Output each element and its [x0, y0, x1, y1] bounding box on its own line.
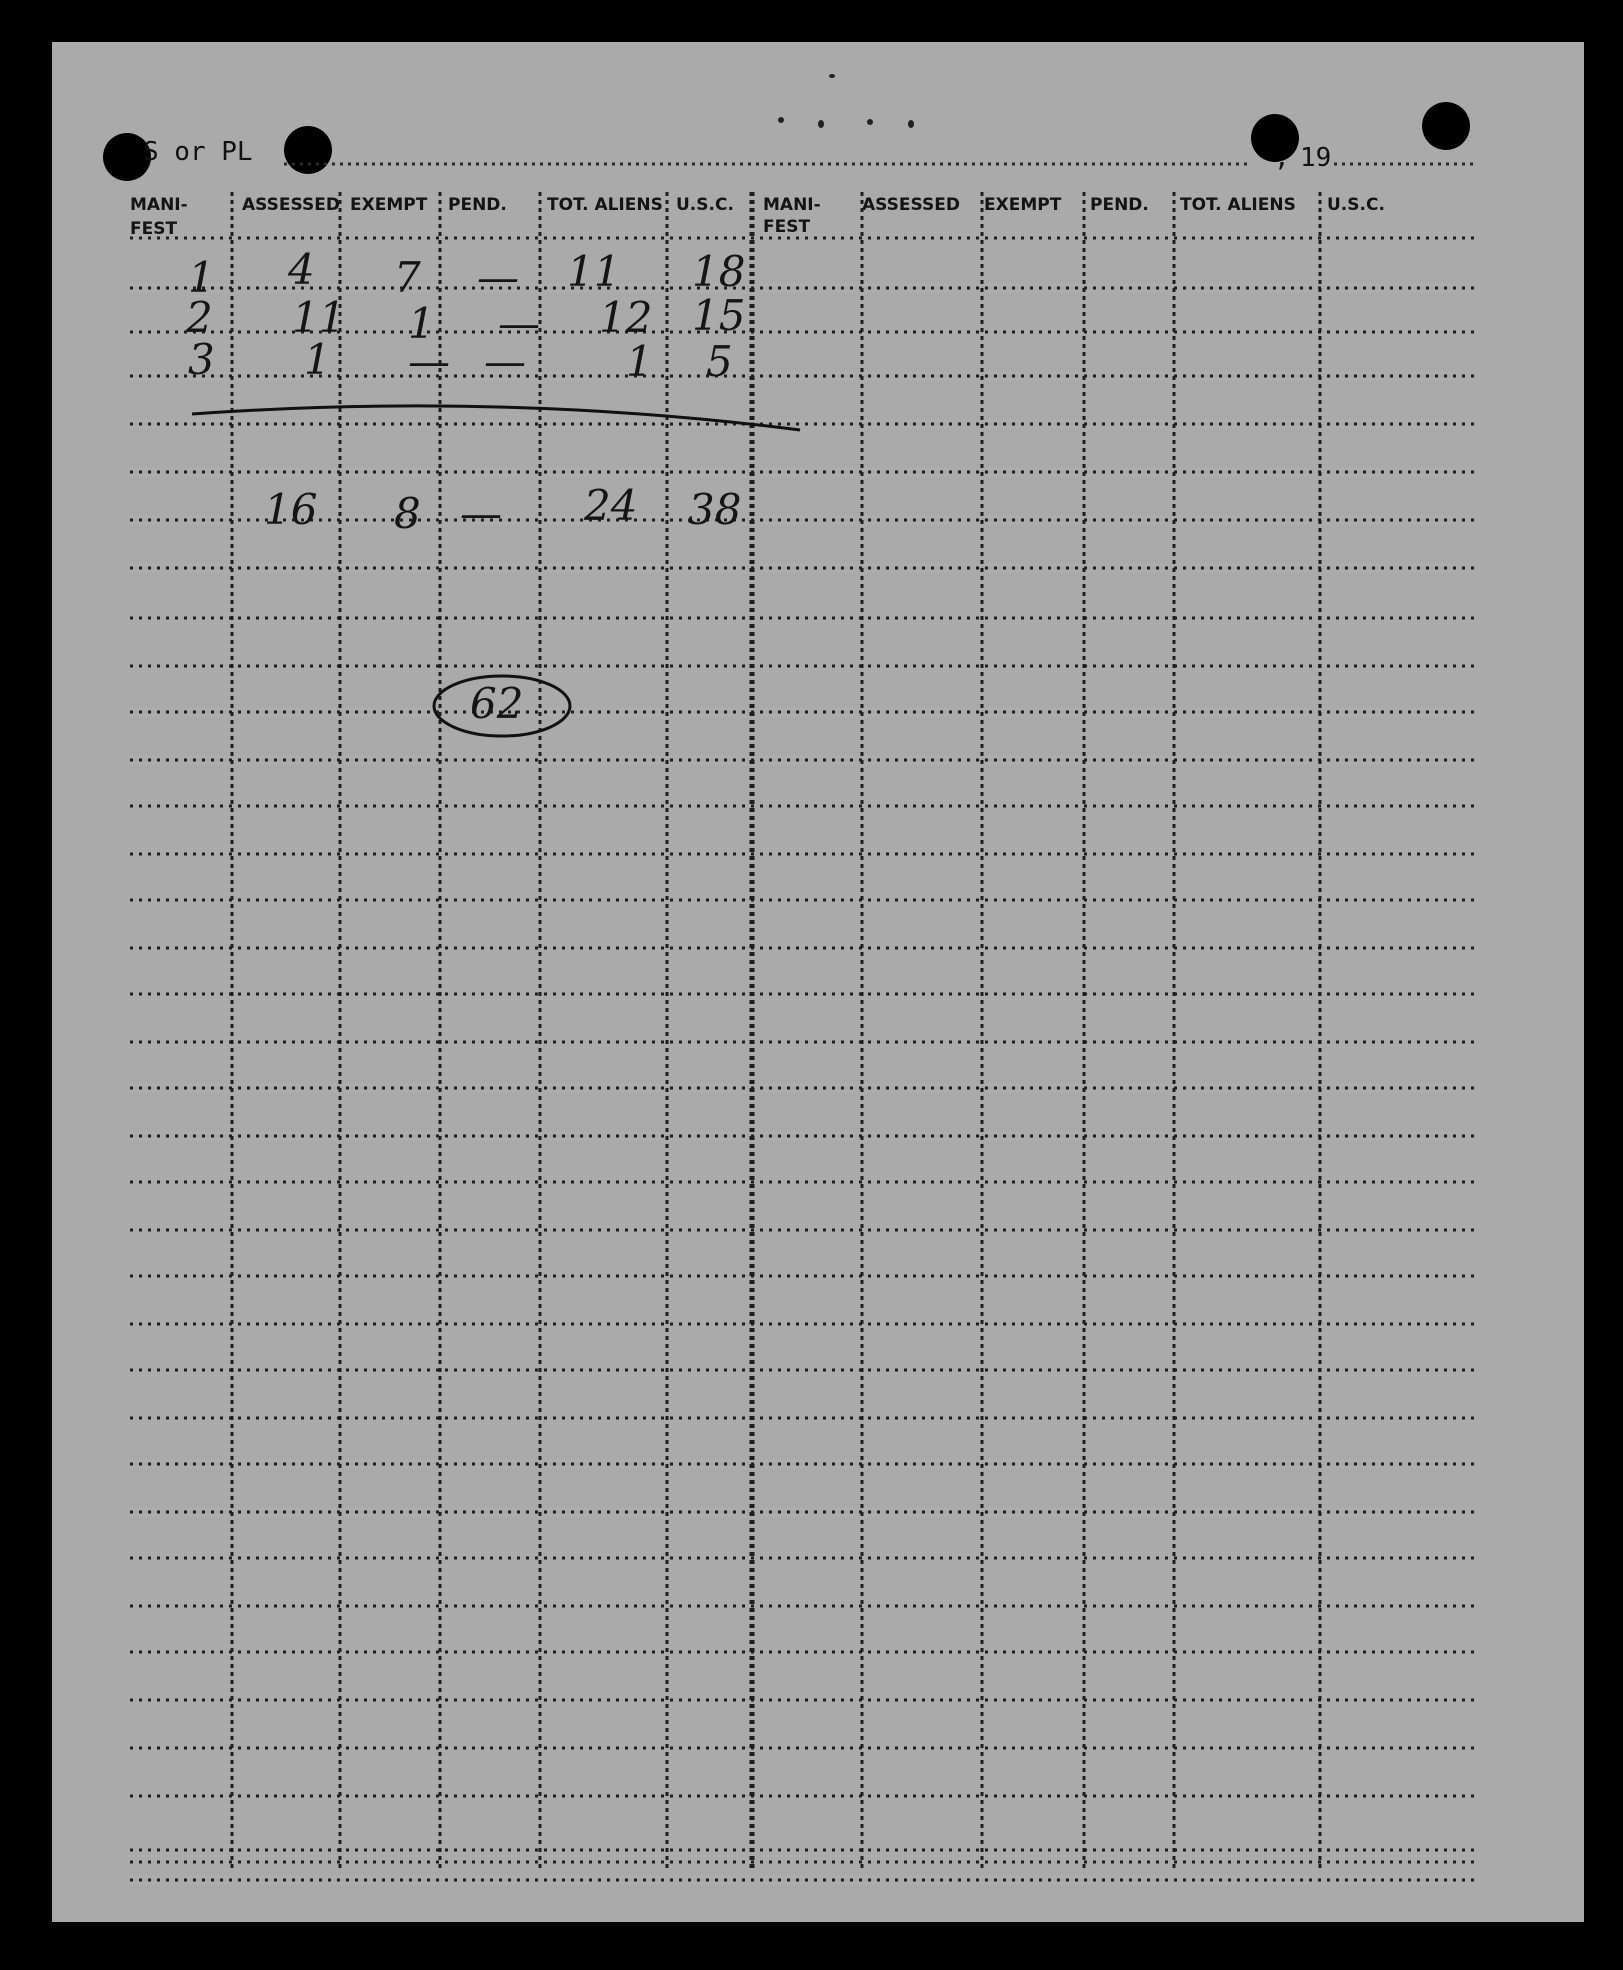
grand-total: 62 [470, 679, 524, 728]
col-right-usc: U.S.C. [1327, 195, 1385, 215]
total-pend: — [460, 489, 502, 538]
entry-1-tot-aliens: 11 [567, 247, 621, 296]
col-left-pend: PEND. [448, 195, 507, 215]
entry-row-1 [188, 245, 745, 302]
column-headers-right [763, 195, 1385, 237]
total-assessed: 16 [264, 485, 318, 534]
form-drawing [52, 42, 1584, 1922]
entry-3-tot-aliens: 1 [626, 337, 653, 386]
header-comma: , [1274, 143, 1290, 173]
col-left-usc: U.S.C. [676, 195, 734, 215]
col-left-assessed: ASSESSED [242, 195, 340, 215]
entry-2-exempt: 1 [408, 299, 435, 348]
col-right-pend: PEND. [1090, 195, 1149, 215]
entry-3-exempt: — [408, 337, 450, 386]
entry-1-manifest: 1 [188, 253, 215, 302]
punch-hole-left-inner [284, 126, 332, 174]
dotted-column-lines [232, 192, 1320, 1872]
entry-3-pend: — [484, 337, 526, 386]
entry-2-usc: 15 [692, 291, 746, 340]
entry-3-usc: 5 [706, 337, 733, 386]
dotted-row-lines [130, 238, 1476, 1880]
entry-1-assessed: 4 [288, 245, 315, 294]
scan-specks [778, 74, 914, 128]
total-tot-aliens: 24 [584, 481, 638, 530]
handwritten-underline [192, 406, 800, 430]
col-left-tot-aliens: TOT. ALIENS [547, 195, 663, 215]
entry-2-tot-aliens: 12 [599, 293, 653, 342]
col-right-tot-aliens: TOT. ALIENS [1180, 195, 1296, 215]
header-left-label: S or PL [143, 137, 253, 167]
total-exempt: 8 [394, 489, 421, 538]
entry-1-usc: 18 [692, 247, 746, 296]
entry-1-exempt: 7 [394, 253, 421, 302]
total-usc: 38 [688, 485, 742, 534]
entry-1-pend: — [477, 253, 519, 302]
entry-2-manifest: 2 [186, 293, 213, 342]
entry-3-manifest: 3 [188, 335, 215, 384]
totals-row [264, 481, 741, 538]
column-headers-left [130, 195, 734, 239]
entry-row-2 [185, 291, 745, 348]
col-left-exempt: EXEMPT [350, 195, 428, 215]
entry-2-assessed: 11 [292, 293, 346, 342]
col-right-manifest: MANI- [763, 195, 821, 215]
col-left-manifest: MANI- [130, 195, 188, 215]
entry-3-assessed: 1 [304, 335, 331, 384]
header-year-label: 19 [1300, 143, 1332, 173]
form-sheet [52, 42, 1584, 1922]
col-right-exempt: EXEMPT [984, 195, 1062, 215]
punch-hole-right-outer [1422, 102, 1470, 150]
col-right-manifest-sub: FEST [763, 217, 811, 237]
col-right-assessed: ASSESSED [862, 195, 960, 215]
col-left-manifest-sub: FEST [130, 219, 178, 239]
entry-row-3 [188, 335, 733, 386]
entry-2-pend: — [498, 299, 540, 348]
